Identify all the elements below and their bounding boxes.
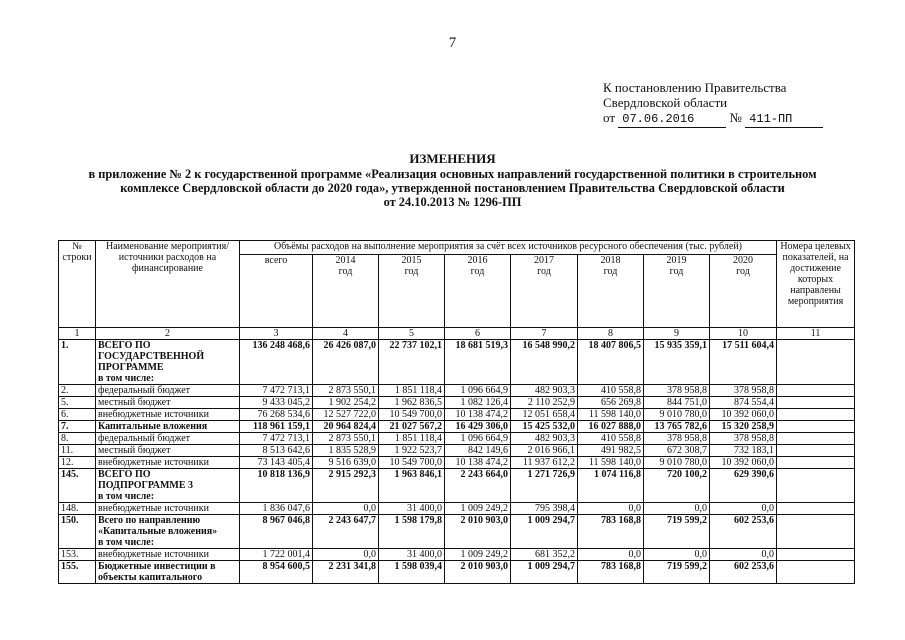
row-number: 6. (59, 409, 96, 421)
row-value: 1 009 249,2 (445, 549, 511, 561)
table-row (59, 409, 855, 421)
row-subtitle: в том числе: (98, 373, 155, 384)
header-year-value: 2017 (534, 255, 554, 266)
header-year-value: 2019 (666, 255, 687, 266)
row-value: 2 016 966,1 (511, 445, 578, 457)
row-value: 0,0 (313, 549, 379, 561)
table-row (59, 503, 855, 515)
header-year-word: год (537, 266, 551, 277)
row-value: 0,0 (578, 549, 644, 561)
row-name-text: ВСЕГО ПО ПОДПРОГРАММЕ 3 (98, 469, 194, 491)
row-name-text: Всего по направлению «Капитальные вложения» (98, 515, 218, 537)
row-value: 1 836 047,6 (240, 503, 313, 515)
row-name (96, 457, 240, 469)
table-row (59, 561, 855, 584)
row-number: 1. (59, 340, 96, 385)
row-target (777, 457, 855, 469)
row-value: 1 009 294,7 (511, 515, 578, 549)
row-value: 378 958,8 (644, 433, 710, 445)
header-year-word: год (603, 266, 618, 277)
row-value: 2 873 550,1 (313, 433, 379, 445)
row-value: 783 168,8 (578, 515, 644, 549)
header-year-word: год (338, 266, 353, 277)
row-value: 602 253,6 (710, 561, 777, 584)
row-value: 17 511 604,4 (710, 340, 777, 385)
row-value: 1 851 118,4 (379, 385, 445, 397)
row-name (96, 561, 240, 584)
column-number: 6 (445, 328, 511, 340)
table-row (59, 433, 855, 445)
row-value: 0,0 (644, 503, 710, 515)
row-value: 1 009 249,2 (445, 503, 511, 515)
row-target (777, 561, 855, 584)
row-value: 482 903,3 (511, 433, 578, 445)
row-value: 410 558,8 (578, 433, 644, 445)
row-name-text: Капитальные вложения (98, 421, 208, 432)
row-value: 1 271 726,9 (511, 469, 578, 503)
row-value: 1 082 126,4 (445, 397, 511, 409)
header-year-2017 (511, 255, 578, 328)
row-value: 11 937 612,2 (511, 457, 578, 469)
column-numbers-row (59, 328, 855, 340)
row-value: 2 915 292,3 (313, 469, 379, 503)
header-year-2015 (379, 255, 445, 328)
row-value: 1 598 179,8 (379, 515, 445, 549)
header-volumes: Объёмы расходов на выполнение мероприятия за счёт всех источников ресурсного обеспечения (тыс. рублей) (240, 241, 777, 255)
row-value: 1 835 528,9 (313, 445, 379, 457)
row-target (777, 549, 855, 561)
row-value: 10 549 700,0 (379, 409, 445, 421)
row-value: 1 722 001,4 (240, 549, 313, 561)
row-value: 2 231 341,8 (313, 561, 379, 584)
row-value: 410 558,8 (578, 385, 644, 397)
row-name (96, 549, 240, 561)
row-value: 15 320 258,9 (710, 421, 777, 433)
row-value: 672 308,7 (644, 445, 710, 457)
row-number: 145. (59, 469, 96, 503)
row-name (96, 397, 240, 409)
header-year-value: 2020 (733, 255, 753, 266)
row-subtitle: в том числе: (98, 491, 155, 502)
row-target (777, 385, 855, 397)
row-name (96, 409, 240, 421)
table-row (59, 340, 855, 385)
row-value: 21 027 567,2 (379, 421, 445, 433)
row-target (777, 397, 855, 409)
row-target (777, 469, 855, 503)
table-row (59, 457, 855, 469)
row-value: 2 010 903,0 (445, 515, 511, 549)
row-name-text: ВСЕГО ПО ГОСУДАРСТВЕННОЙ ПРОГРАММЕ (98, 340, 205, 373)
header-year-2018 (578, 255, 644, 328)
row-number: 150. (59, 515, 96, 549)
row-name-text: внебюджетные источники (98, 457, 209, 468)
column-number: 10 (710, 328, 777, 340)
table-row (59, 469, 855, 503)
row-name-text: внебюджетные источники (98, 549, 209, 560)
row-value: 656 269,8 (578, 397, 644, 409)
header-year-2014 (313, 255, 379, 328)
column-number: 8 (578, 328, 644, 340)
row-number: 5. (59, 397, 96, 409)
column-number: 11 (777, 328, 855, 340)
resolution-date: 07.06.2016 (618, 112, 726, 128)
row-name (96, 421, 240, 433)
header-year-word: год (470, 266, 485, 277)
row-number: 11. (59, 445, 96, 457)
resolution-date-line (603, 110, 823, 128)
row-number: 148. (59, 503, 96, 515)
row-value: 11 598 140,0 (578, 409, 644, 421)
resolution-number: 411-ПП (745, 112, 823, 128)
row-value: 118 961 159,1 (240, 421, 313, 433)
row-value: 136 248 468,6 (240, 340, 313, 385)
column-number: 7 (511, 328, 578, 340)
row-name (96, 445, 240, 457)
header-year-value: 2018 (600, 255, 621, 266)
row-number: 153. (59, 549, 96, 561)
row-value: 10 138 474,2 (445, 457, 511, 469)
resolution-line-1: К постановлению Правительства (603, 80, 787, 95)
row-value: 1 922 523,7 (379, 445, 445, 457)
header-year-value: 2014 (335, 255, 356, 266)
row-value: 783 168,8 (578, 561, 644, 584)
row-value: 18 681 519,3 (445, 340, 511, 385)
row-value: 12 051 658,4 (511, 409, 578, 421)
row-value: 1 962 836,5 (379, 397, 445, 409)
row-value: 10 392 060,0 (710, 457, 777, 469)
header-year-2016 (445, 255, 511, 328)
row-value: 844 751,0 (644, 397, 710, 409)
heading-title: ИЗМЕНЕНИЯ (409, 151, 496, 166)
row-subtitle: в том числе: (98, 537, 155, 548)
header-year-value: 2015 (401, 255, 422, 266)
row-value: 842 149,6 (445, 445, 511, 457)
row-value: 720 100,2 (644, 469, 710, 503)
row-value: 16 429 306,0 (445, 421, 511, 433)
row-value: 2 243 647,7 (313, 515, 379, 549)
row-value: 8 967 046,8 (240, 515, 313, 549)
header-year-value: 2016 (467, 255, 488, 266)
row-name-text: внебюджетные источники (98, 409, 209, 420)
header-year-word: год (736, 266, 750, 277)
table-row (59, 515, 855, 549)
row-value: 16 027 888,0 (578, 421, 644, 433)
row-target (777, 515, 855, 549)
row-value: 795 398,4 (511, 503, 578, 515)
row-value: 1 096 664,9 (445, 433, 511, 445)
row-value: 681 352,2 (511, 549, 578, 561)
row-value: 9 010 780,0 (644, 409, 710, 421)
row-value: 20 964 824,4 (313, 421, 379, 433)
row-value: 12 527 722,0 (313, 409, 379, 421)
row-value: 1 598 039,4 (379, 561, 445, 584)
row-value: 10 392 060,0 (710, 409, 777, 421)
row-value: 18 407 806,5 (578, 340, 644, 385)
row-value: 9 010 780,0 (644, 457, 710, 469)
row-value: 491 982,5 (578, 445, 644, 457)
row-target (777, 445, 855, 457)
row-value: 10 138 474,2 (445, 409, 511, 421)
row-number: 7. (59, 421, 96, 433)
row-value: 31 400,0 (379, 503, 445, 515)
column-number: 1 (59, 328, 96, 340)
row-value: 1 009 294,7 (511, 561, 578, 584)
row-name (96, 503, 240, 515)
row-name (96, 433, 240, 445)
row-value: 2 110 252,9 (511, 397, 578, 409)
column-number: 9 (644, 328, 710, 340)
row-value: 1 851 118,4 (379, 433, 445, 445)
row-value: 11 598 140,0 (578, 457, 644, 469)
row-target (777, 409, 855, 421)
heading-line-3: от 24.10.2013 № 1296-ПП (383, 195, 522, 209)
row-name (96, 469, 240, 503)
row-name-text: федеральный бюджет (98, 433, 191, 444)
table-row (59, 385, 855, 397)
header-year-2020 (710, 255, 777, 328)
header-year-word: год (669, 266, 684, 277)
header-targets: Номера целевых показателей, на достижение которых направлены мероприятия (777, 241, 855, 328)
row-value: 15 425 532,0 (511, 421, 578, 433)
row-value: 26 426 087,0 (313, 340, 379, 385)
row-value: 8 954 600,5 (240, 561, 313, 584)
row-number: 12. (59, 457, 96, 469)
row-target (777, 421, 855, 433)
row-value: 602 253,6 (710, 515, 777, 549)
column-number: 4 (313, 328, 379, 340)
row-value: 0,0 (644, 549, 710, 561)
row-value: 31 400,0 (379, 549, 445, 561)
row-number: 8. (59, 433, 96, 445)
row-value: 16 548 990,2 (511, 340, 578, 385)
row-value: 0,0 (578, 503, 644, 515)
row-value: 629 390,6 (710, 469, 777, 503)
document-heading (40, 152, 865, 209)
row-target (777, 503, 855, 515)
resolution-block (603, 80, 823, 128)
row-value: 7 472 713,1 (240, 385, 313, 397)
row-target (777, 340, 855, 385)
row-value: 9 516 639,0 (313, 457, 379, 469)
row-value: 0,0 (710, 549, 777, 561)
row-value: 73 143 405,4 (240, 457, 313, 469)
table-row (59, 549, 855, 561)
row-value: 2 873 550,1 (313, 385, 379, 397)
row-name-text: федеральный бюджет (98, 385, 191, 396)
header-year-2019 (644, 255, 710, 328)
row-value: 15 935 359,1 (644, 340, 710, 385)
resolution-from-label: от (603, 110, 616, 125)
row-value: 13 765 782,6 (644, 421, 710, 433)
table-row (59, 397, 855, 409)
row-value: 1 096 664,9 (445, 385, 511, 397)
page-number: 7 (448, 35, 457, 51)
row-value: 76 268 534,6 (240, 409, 313, 421)
heading-line-1: в приложение № 2 к государственной программе «Реализация основных направлений государственной политики в строительном (88, 167, 817, 181)
row-value: 719 599,2 (644, 515, 710, 549)
column-number: 5 (379, 328, 445, 340)
row-value: 8 513 642,6 (240, 445, 313, 457)
heading-line-2: комплексе Свердловской области до 2020 года», утвержденной постановлением Правительства Свердловской области (120, 181, 785, 195)
row-value: 874 554,4 (710, 397, 777, 409)
row-name-text: местный бюджет (98, 397, 171, 408)
table-row (59, 421, 855, 433)
row-name-text: внебюджетные источники (98, 503, 209, 514)
table-row (59, 445, 855, 457)
row-target (777, 433, 855, 445)
row-name-text: Бюджетные инвестиции в объекты капитального (98, 561, 216, 583)
row-name-text: местный бюджет (98, 445, 171, 456)
header-name: Наименование мероприятия/источники расходов на финансирование (96, 241, 240, 328)
header-total: всего (240, 255, 313, 328)
row-value: 719 599,2 (644, 561, 710, 584)
row-value: 732 183,1 (710, 445, 777, 457)
row-value: 7 472 713,1 (240, 433, 313, 445)
header-row-no: № строки (59, 241, 96, 328)
header-year-word: год (404, 266, 419, 277)
column-number: 2 (96, 328, 240, 340)
row-value: 0,0 (313, 503, 379, 515)
row-number: 155. (59, 561, 96, 584)
row-name (96, 385, 240, 397)
expenditure-table (58, 240, 855, 584)
row-value: 2 010 903,0 (445, 561, 511, 584)
row-value: 378 958,8 (710, 385, 777, 397)
resolution-number-label: № (729, 110, 742, 125)
row-value: 10 549 700,0 (379, 457, 445, 469)
row-value: 1 074 116,8 (578, 469, 644, 503)
column-number: 3 (240, 328, 313, 340)
row-value: 482 903,3 (511, 385, 578, 397)
row-value: 2 243 664,0 (445, 469, 511, 503)
row-value: 1 963 846,1 (379, 469, 445, 503)
row-value: 22 737 102,1 (379, 340, 445, 385)
row-name (96, 340, 240, 385)
row-name (96, 515, 240, 549)
row-value: 378 958,8 (644, 385, 710, 397)
row-value: 10 818 136,9 (240, 469, 313, 503)
row-value: 9 433 045,2 (240, 397, 313, 409)
row-number: 2. (59, 385, 96, 397)
resolution-line-2: Свердловской области (603, 95, 728, 110)
row-value: 1 902 254,2 (313, 397, 379, 409)
row-value: 378 958,8 (710, 433, 777, 445)
row-value: 0,0 (710, 503, 777, 515)
